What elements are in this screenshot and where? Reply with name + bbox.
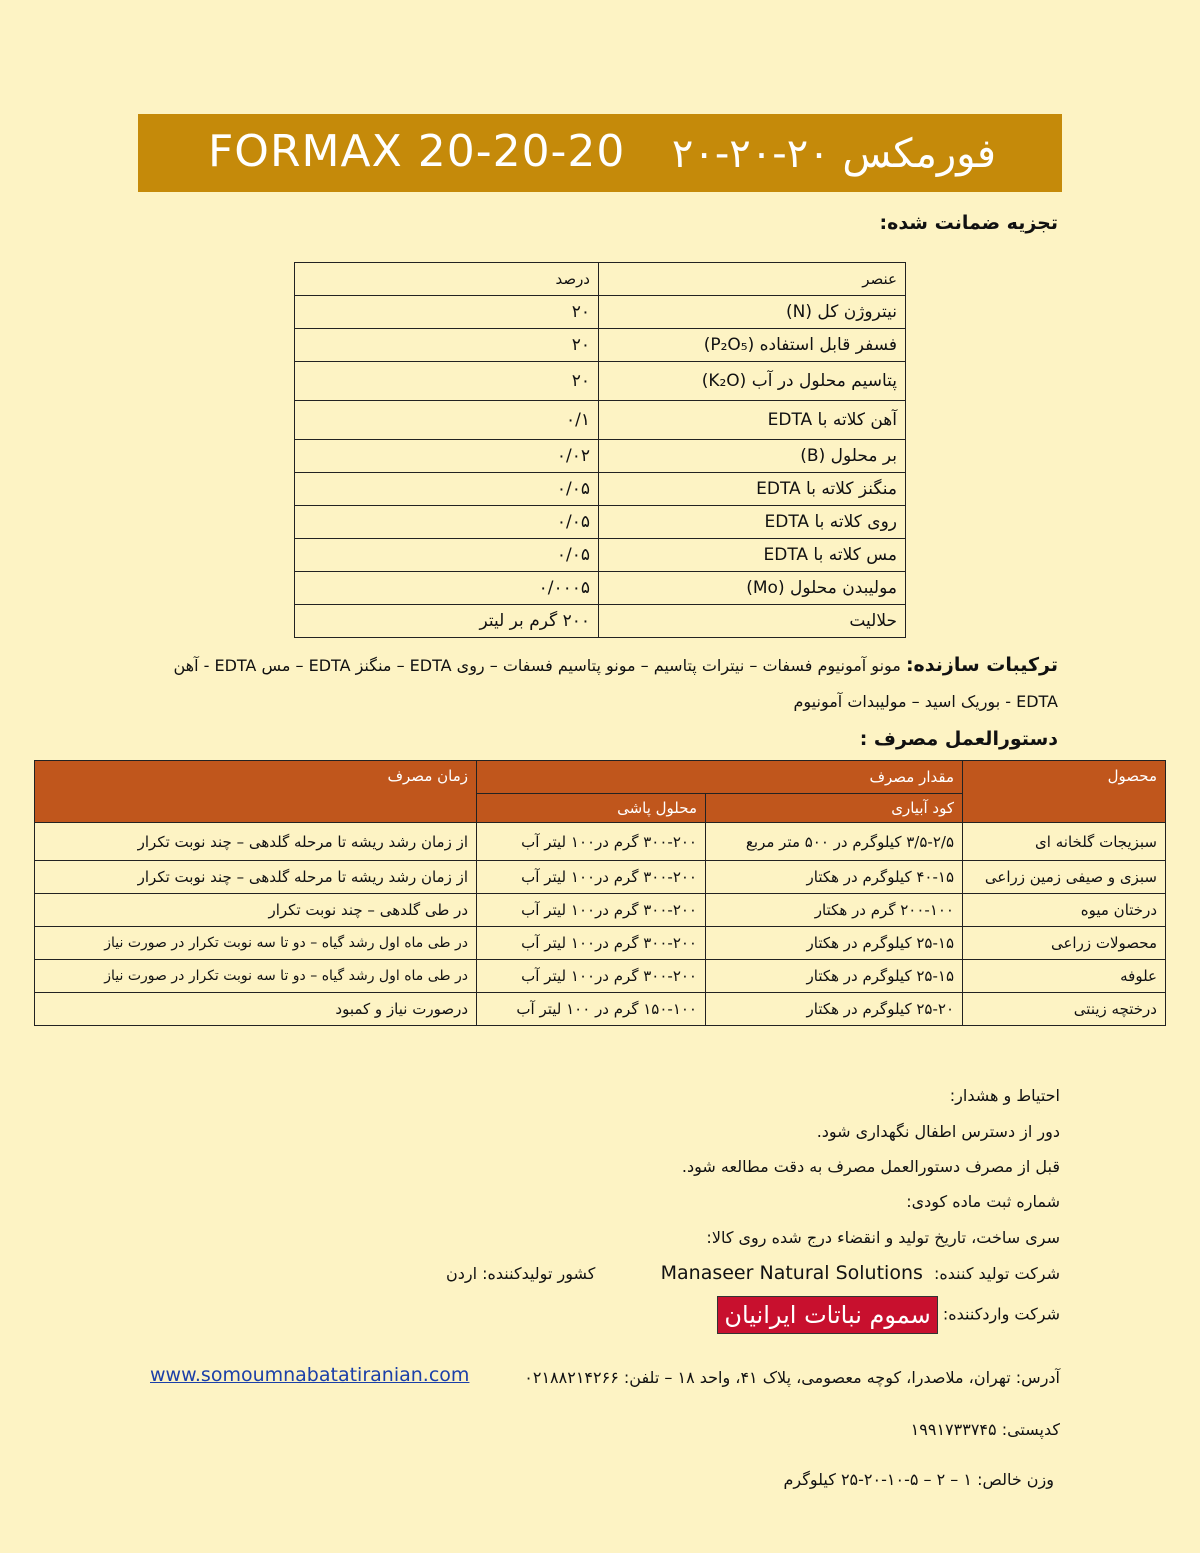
ingredients-line-2: EDTA - بوریک اسید – مولیبدات آمونیوم <box>793 692 1058 711</box>
table-row <box>35 823 1166 861</box>
table-row <box>295 473 906 506</box>
table-row <box>295 296 906 329</box>
usage-heading: دستورالعمل مصرف : <box>859 728 1058 750</box>
spray-cell: ۳۰۰-۲۰۰ گرم در۱۰۰ لیتر آب <box>477 960 706 993</box>
usage-table <box>34 760 1166 1026</box>
spray-cell: ۳۰۰-۲۰۰ گرم در۱۰۰ لیتر آب <box>477 823 706 861</box>
table-row <box>295 539 906 572</box>
table-row <box>35 861 1166 894</box>
net-weight: وزن خالص: ۱ – ۲ – ۵-۱۰-۲۰-۲۵ کیلوگرم <box>783 1470 1054 1489</box>
warning-line: سری ساخت، تاریخ تولید و انقضاء درج شده روی کالا: <box>706 1228 1060 1247</box>
product-cell: سبزیجات گلخانه ای <box>963 823 1166 861</box>
product-cell: علوفه <box>963 960 1166 993</box>
value-cell: ۲۰ <box>295 329 599 362</box>
value-cell: ۰/۰۵ <box>295 473 599 506</box>
spray-cell: ۳۰۰-۲۰۰ گرم در۱۰۰ لیتر آب <box>477 927 706 960</box>
table-header-row <box>35 761 1166 794</box>
table-row <box>35 993 1166 1026</box>
title-persian: فورمکس ۲۰-۲۰-۲۰ <box>671 131 996 177</box>
spray-cell: ۳۰۰-۲۰۰ گرم در۱۰۰ لیتر آب <box>477 894 706 927</box>
irrigation-cell: ۲۵-۱۵ کیلوگرم در هکتار <box>706 927 963 960</box>
importer-label: شرکت واردکننده: <box>942 1304 1060 1324</box>
col-time-header: زمان مصرف <box>35 761 477 823</box>
col-product-header: محصول <box>963 761 1166 823</box>
element-cell: مس کلاته با EDTA <box>599 539 906 572</box>
irrigation-cell: ۲۰۰-۱۰۰ گرم در هکتار <box>706 894 963 927</box>
table-row <box>295 506 906 539</box>
warning-line: شماره ثبت ماده کودی: <box>906 1192 1060 1211</box>
product-cell: محصولات زراعی <box>963 927 1166 960</box>
value-cell: ۰/۰۲ <box>295 440 599 473</box>
producer-country: کشور تولیدکننده: اردن <box>446 1264 596 1283</box>
title-english: FORMAX 20-20-20 <box>208 126 626 177</box>
table-row <box>35 927 1166 960</box>
table-row <box>295 329 906 362</box>
analysis-table <box>294 262 906 638</box>
ingredients-line-1 <box>173 654 1058 676</box>
ingredients-label: ترکیبات سازنده: <box>905 654 1058 676</box>
value-cell: ۰/۱ <box>295 401 599 440</box>
time-cell: در طی گلدهی – چند نوبت تکرار <box>35 894 477 927</box>
time-cell: در طی ماه اول رشد گیاه – دو تا سه نوبت تکرار در صورت نیاز <box>35 960 477 993</box>
irrigation-cell: ۲۵-۲۰ کیلوگرم در هکتار <box>706 993 963 1026</box>
table-header-row <box>295 263 906 296</box>
table-row <box>295 572 906 605</box>
col-amount-header: مقدار مصرف <box>477 761 963 794</box>
producer-label: شرکت تولید کننده: <box>934 1264 1060 1283</box>
time-cell: از زمان رشد ریشه تا مرحله گلدهی – چند نوبت تکرار <box>35 823 477 861</box>
table-row <box>295 605 906 638</box>
sub-spray-header: محلول پاشی <box>477 794 706 823</box>
element-cell: فسفر قابل استفاده (P₂O₅) <box>599 329 906 362</box>
producer-name: Manaseer Natural Solutions <box>660 1262 923 1284</box>
sub-irrigation-header: کود آبیاری <box>706 794 963 823</box>
value-cell: ۰/۰۵ <box>295 539 599 572</box>
value-cell: ۰/۰۰۰۵ <box>295 572 599 605</box>
col-percent-header: درصد <box>295 263 599 296</box>
table-row <box>295 362 906 401</box>
table-row <box>35 894 1166 927</box>
producer-line <box>661 1262 1060 1284</box>
spray-cell: ۱۵۰-۱۰۰ گرم در ۱۰۰ لیتر آب <box>477 993 706 1026</box>
spray-cell: ۳۰۰-۲۰۰ گرم در۱۰۰ لیتر آب <box>477 861 706 894</box>
value-cell: ۲۰ <box>295 362 599 401</box>
analysis-heading: تجزیه ضمانت شده: <box>879 212 1058 234</box>
time-cell: درصورت نیاز و کمبود <box>35 993 477 1026</box>
col-element-header: عنصر <box>599 263 906 296</box>
address-line: آدرس: تهران، ملاصدرا، کوچه معصومی، پلاک ۴۱، واحد ۱۸ – تلفن: ۰۲۱۸۸۲۱۴۲۶۶ <box>524 1368 1060 1387</box>
irrigation-cell: ۳/۵-۲/۵ کیلوگرم در ۵۰۰ متر مربع <box>706 823 963 861</box>
table-row <box>35 960 1166 993</box>
warnings-title: احتیاط و هشدار: <box>949 1086 1060 1105</box>
element-cell: مولیبدن محلول (Mo) <box>599 572 906 605</box>
value-cell: ۲۰۰ گرم بر لیتر <box>295 605 599 638</box>
value-cell: ۰/۰۵ <box>295 506 599 539</box>
ingredients-text: مونو آمونیوم فسفات – نیترات پتاسیم – مونو پتاسیم فسفات – روی EDTA – منگنز EDTA – مس EDTA - آهن <box>173 656 901 675</box>
importer-line <box>717 1296 1060 1334</box>
postal-code: کدپستی: ۱۹۹۱۷۳۳۷۴۵ <box>910 1420 1060 1439</box>
table-row <box>295 401 906 440</box>
value-cell: ۲۰ <box>295 296 599 329</box>
element-cell: پتاسیم محلول در آب (K₂O) <box>599 362 906 401</box>
element-cell: نیتروژن کل (N) <box>599 296 906 329</box>
irrigation-cell: ۴۰-۱۵ کیلوگرم در هکتار <box>706 861 963 894</box>
time-cell: در طی ماه اول رشد گیاه – دو تا سه نوبت تکرار در صورت نیاز <box>35 927 477 960</box>
product-cell: درختان میوه <box>963 894 1166 927</box>
element-cell: روی کلاته با EDTA <box>599 506 906 539</box>
warning-line: قبل از مصرف دستورالعمل مصرف به دقت مطالعه شود. <box>681 1157 1060 1176</box>
website-link[interactable]: www.somoumnabatatiranian.com <box>150 1364 470 1386</box>
product-cell: درختچه زینتی <box>963 993 1166 1026</box>
element-cell: بر محلول (B) <box>599 440 906 473</box>
element-cell: حلالیت <box>599 605 906 638</box>
element-cell: آهن کلاته با EDTA <box>599 401 906 440</box>
warning-line: دور از دسترس اطفال نگهداری شود. <box>816 1122 1060 1141</box>
time-cell: از زمان رشد ریشه تا مرحله گلدهی – چند نوبت تکرار <box>35 861 477 894</box>
irrigation-cell: ۲۵-۱۵ کیلوگرم در هکتار <box>706 960 963 993</box>
product-cell: سبزی و صیفی زمین زراعی <box>963 861 1166 894</box>
title-banner <box>138 114 1062 192</box>
element-cell: منگنز کلاته با EDTA <box>599 473 906 506</box>
table-row <box>295 440 906 473</box>
importer-name-badge: سموم نباتات ایرانیان <box>717 1296 937 1334</box>
